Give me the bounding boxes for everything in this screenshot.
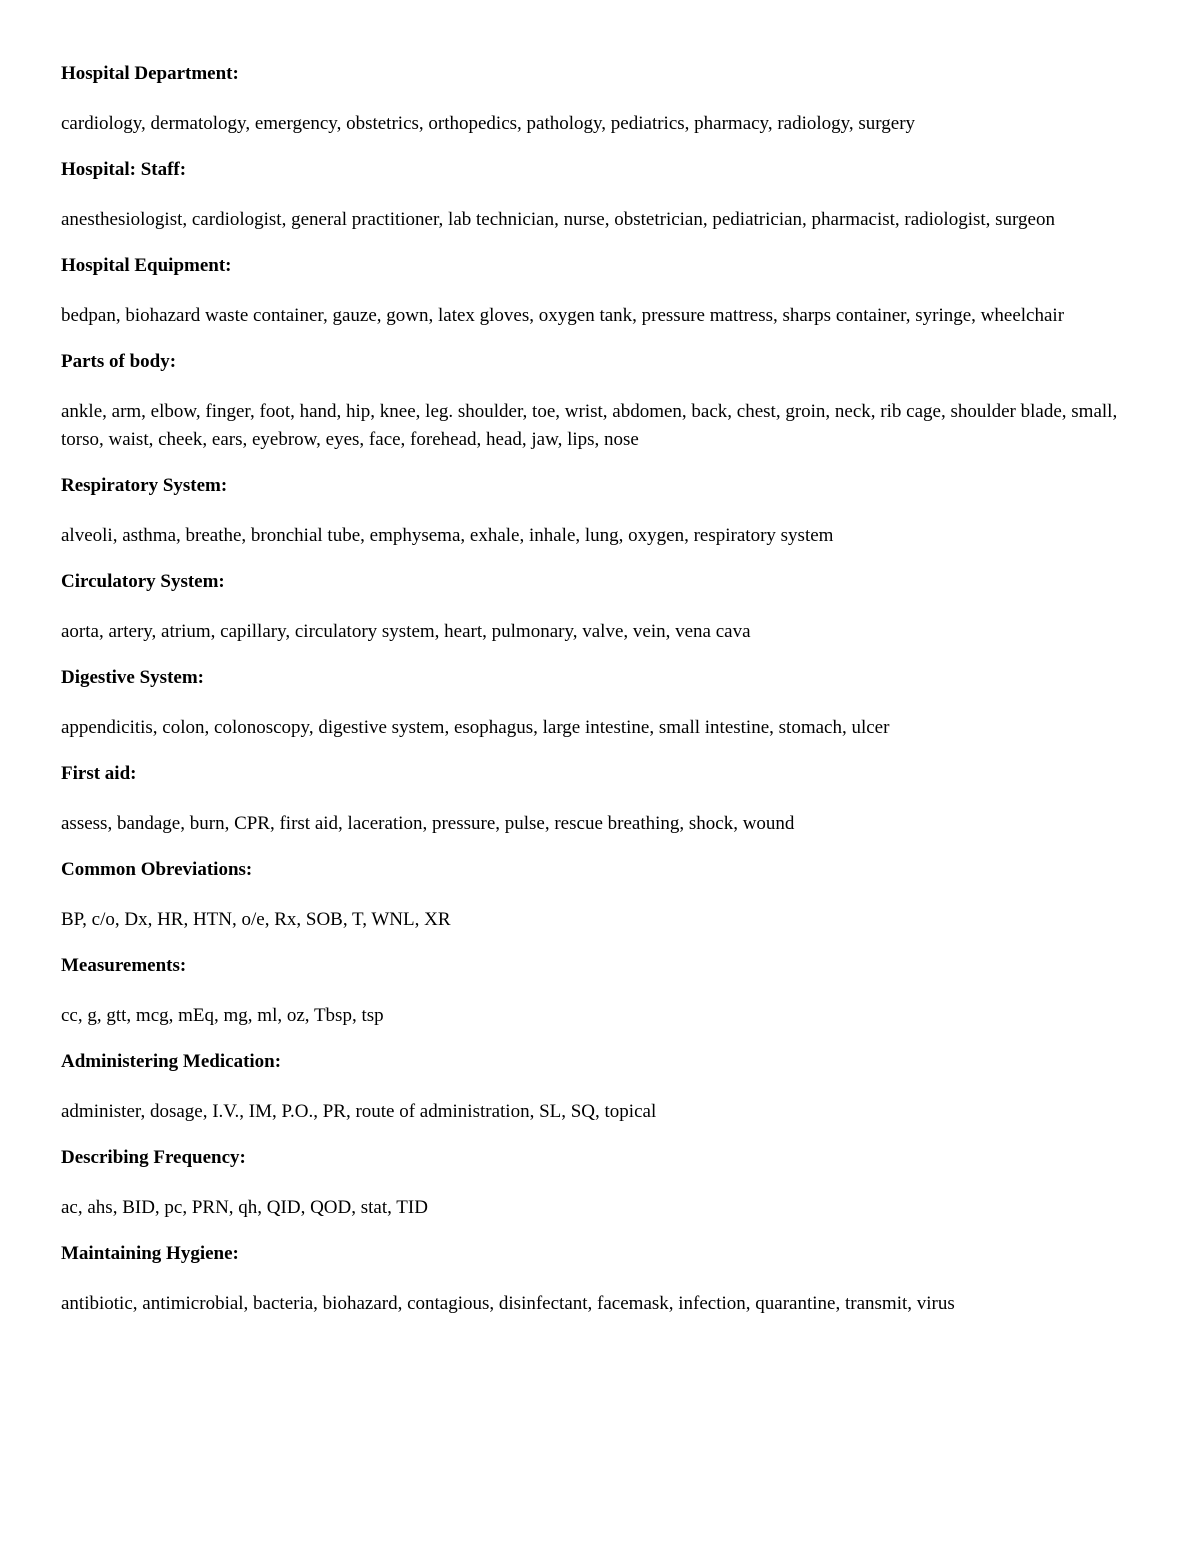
section-parts-of-body <box>61 350 1141 454</box>
section-first-aid <box>61 762 1141 838</box>
section-heading: Circulatory System: <box>61 571 225 592</box>
section-text: administer, dosage, I.V., IM, P.O., PR, route of administration, SL, SQ, topical <box>61 1101 657 1122</box>
section-circulatory-system <box>61 570 1141 646</box>
document-page <box>61 62 1141 1338</box>
section-heading: Hospital: Staff: <box>61 159 187 180</box>
section-heading: Parts of body: <box>61 351 177 372</box>
section-text: assess, bandage, burn, CPR, first aid, laceration, pressure, pulse, rescue breathing, shock, wound <box>61 813 795 834</box>
section-heading: Digestive System: <box>61 667 204 688</box>
section-text: antibiotic, antimicrobial, bacteria, biohazard, contagious, disinfectant, facemask, infection, quarantine, transmit, virus <box>61 1293 955 1314</box>
section-heading: Hospital Equipment: <box>61 255 232 276</box>
section-measurements <box>61 954 1141 1030</box>
section-text: cc, g, gtt, mcg, mEq, mg, ml, oz, Tbsp, tsp <box>61 1005 384 1026</box>
section-heading: First aid: <box>61 763 137 784</box>
section-text: anesthesiologist, cardiologist, general practitioner, lab technician, nurse, obstetrician, pediatrician, pharmacist, radiologist, surgeon <box>61 209 1055 230</box>
section-text: cardiology, dermatology, emergency, obstetrics, orthopedics, pathology, pediatrics, pharmacy, radiology, surgery <box>61 113 916 134</box>
section-text: appendicitis, colon, colonoscopy, digestive system, esophagus, large intestine, small intestine, stomach, ulcer <box>61 717 890 738</box>
section-text: aorta, artery, atrium, capillary, circulatory system, heart, pulmonary, valve, vein, vena cava <box>61 621 751 642</box>
section-hospital-equipment <box>61 254 1141 330</box>
section-heading: Respiratory System: <box>61 475 228 496</box>
section-text: ac, ahs, BID, pc, PRN, qh, QID, QOD, stat, TID <box>61 1197 428 1218</box>
section-hospital-department <box>61 62 1141 138</box>
section-hospital-staff <box>61 158 1141 234</box>
section-administering-medication <box>61 1050 1141 1126</box>
section-text: bedpan, biohazard waste container, gauze, gown, latex gloves, oxygen tank, pressure mattress, sharps container, syringe, wheelchair <box>61 305 1065 326</box>
section-heading: Maintaining Hygiene: <box>61 1243 239 1264</box>
section-text: alveoli, asthma, breathe, bronchial tube, emphysema, exhale, inhale, lung, oxygen, respiratory system <box>61 525 834 546</box>
section-heading: Hospital Department: <box>61 63 239 84</box>
section-maintaining-hygiene <box>61 1242 1141 1318</box>
section-respiratory-system <box>61 474 1141 550</box>
section-describing-frequency <box>61 1146 1141 1222</box>
section-heading: Common Obreviations: <box>61 859 253 880</box>
section-text: ankle, arm, elbow, finger, foot, hand, hip, knee, leg. shoulder, toe, wrist, abdomen, back, chest, groin, neck, rib cage, shoulder blade, small, torso, waist, cheek, ears, eyebrow, eyes, face, forehead, head, jaw, lips, nose <box>61 401 1118 450</box>
section-heading: Describing Frequency: <box>61 1147 246 1168</box>
section-digestive-system <box>61 666 1141 742</box>
section-common-obreviations <box>61 858 1141 934</box>
section-heading: Administering Medication: <box>61 1051 282 1072</box>
section-text: BP, c/o, Dx, HR, HTN, o/e, Rx, SOB, T, WNL, XR <box>61 909 451 930</box>
section-heading: Measurements: <box>61 955 187 976</box>
